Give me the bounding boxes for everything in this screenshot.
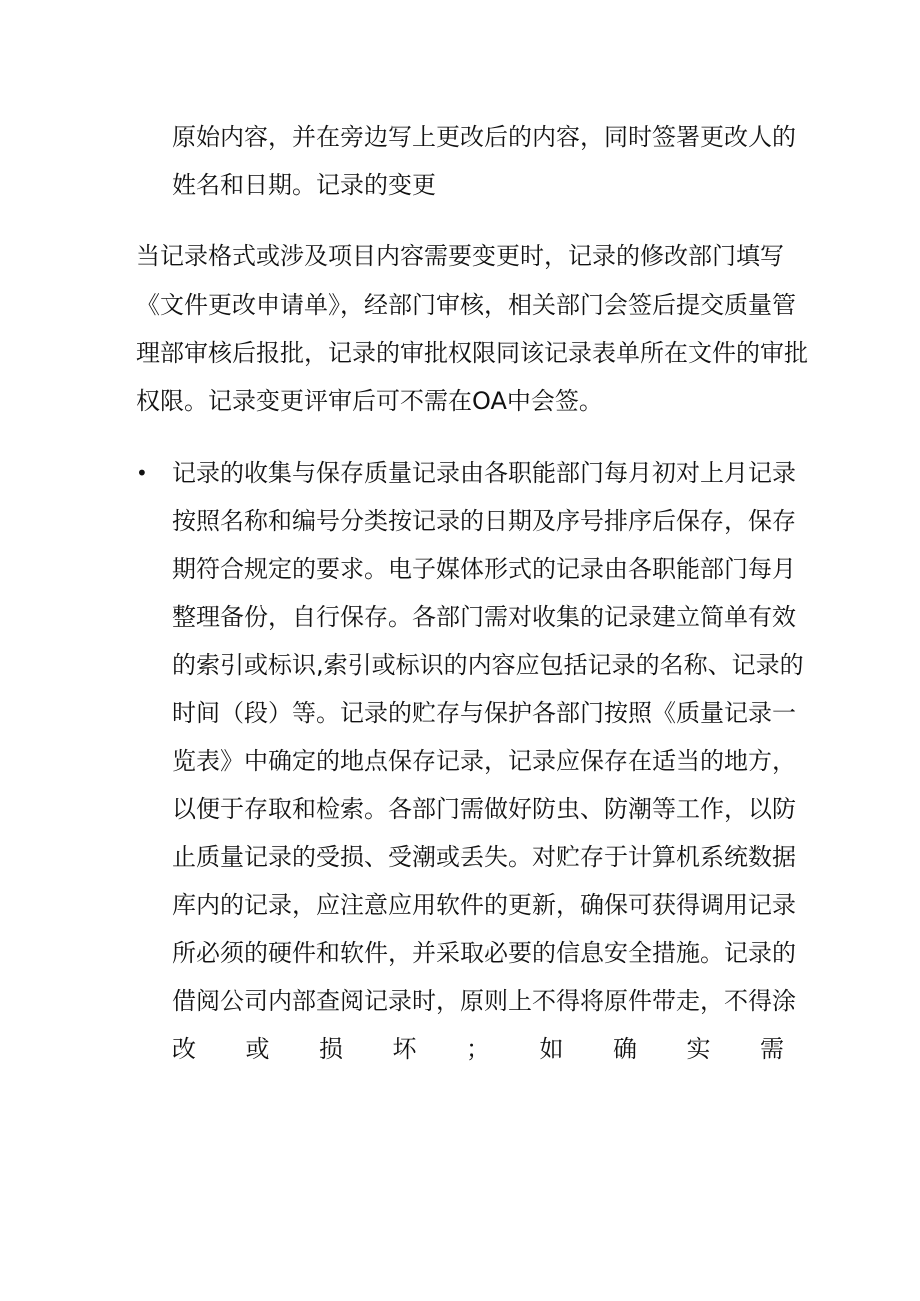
last-line-char: 实 (686, 1035, 711, 1063)
bullet-line: 按照名称和编号分类按记录的日期及序号排序后保存，保存 (172, 507, 796, 535)
bullet-line: 时间（段）等。记录的贮存与保护各部门按照《质量记录一 (172, 699, 796, 727)
paragraph-line: 姓名和日期。记录的变更 (172, 171, 436, 199)
bullet-line: 所必须的硬件和软件，并采取必要的信息安全措施。记录的 (172, 939, 796, 967)
last-line-char: 坏 (392, 1035, 417, 1063)
paragraph-line: 理部审核后报批，记录的审批权限同该记录表单所在文件的审批 (136, 339, 808, 367)
bullet-last-line (172, 1033, 784, 1065)
paragraph-line: 当记录格式或涉及项目内容需要变更时，记录的修改部门填写 (136, 242, 784, 270)
last-line-char: 损 (319, 1035, 343, 1063)
bullet-line: 止质量记录的受损、受潮或丢失。对贮存于计算机系统数据 (172, 843, 796, 871)
paragraph-line: 原始内容，并在旁边写上更改后的内容，同时签署更改人的 (172, 123, 796, 151)
bullet-line: 库内的记录，应注意应用软件的更新，确保可获得调用记录 (172, 891, 796, 919)
paragraph-line: 权限。记录变更评审后可不需在OA中会签。 (136, 387, 603, 415)
last-line-char: 或 (245, 1035, 270, 1063)
last-line-char: 如 (539, 1035, 564, 1063)
last-line-char: 需 (760, 1035, 784, 1063)
bullet-line: 览表》中确定的地点保存记录，记录应保存在适当的地方， (172, 747, 796, 775)
paragraph-line: 《文件更改申请单》，经部门审核，相关部门会签后提交质量管 (136, 291, 796, 319)
bullet-line: 借阅公司内部查阅记录时，原则上不得将原件带走，不得涂 (172, 987, 796, 1015)
bullet-line: 的索引或标识,索引或标识的内容应包括记录的名称、记录的 (172, 651, 804, 679)
last-line-char: ； (466, 1035, 490, 1063)
bullet-line: 以便于存取和检索。各部门需做好防虫、防潮等工作，以防 (172, 795, 796, 823)
last-line-char: 改 (172, 1035, 196, 1063)
bullet-line: 期符合规定的要求。电子媒体形式的记录由各职能部门每月 (172, 555, 796, 583)
bullet-line: 整理备份，自行保存。各部门需对收集的记录建立简单有效 (172, 603, 796, 631)
bullet-line: 记录的收集与保存质量记录由各职能部门每月初对上月记录 (172, 459, 796, 487)
bullet-marker: • (136, 461, 148, 485)
last-line-char: 确 (613, 1035, 637, 1063)
